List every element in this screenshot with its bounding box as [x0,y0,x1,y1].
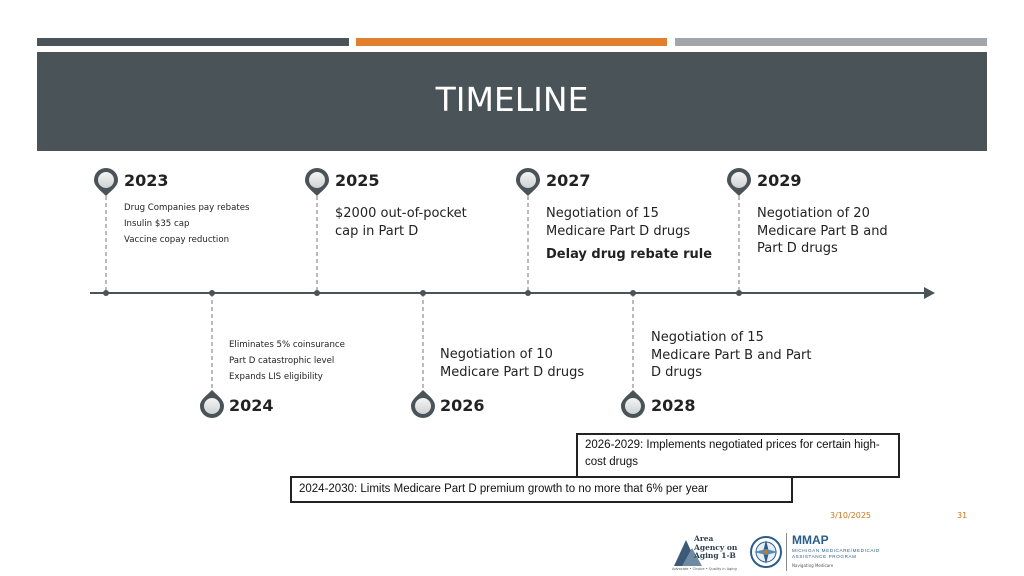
milestone-line: Eliminates 5% coinsurance [229,340,345,350]
mmap-tagline: Navigating Medicare [792,563,834,568]
milestone-year-2026: 2026 [440,396,485,415]
milestone-line: Negotiation of 15 [546,206,659,221]
axis-dot-2029 [736,290,742,296]
pin-icon-2025 [305,168,329,196]
note-premium-growth: 2024-2030: Limits Medicare Part D premium growth to no more that 6% per year [290,476,793,503]
mmap-full-line: MICHIGAN MEDICARE/MEDICAID [792,548,880,553]
note-negotiated-prices: 2026-2029: Implements negotiated prices for certain high-cost drugs [576,433,900,478]
slide-title: TIMELINE [435,80,589,119]
mmap-name: MMAP [792,533,829,547]
milestone-details-2023 [124,200,250,248]
pin-icon-2023 [94,168,118,196]
milestone-line: Negotiation of 10 [440,347,553,362]
pin-icon-2029 [727,168,751,196]
milestone-line: Insulin $35 cap [124,219,190,229]
milestone-line: cap in Part D [335,223,419,239]
axis-dot-2027 [525,290,531,296]
axis-dot-2026 [420,290,426,296]
mmap-full-line: ASSISTANCE PROGRAM [792,554,857,559]
milestone-year-2027: 2027 [546,171,591,190]
milestone-details-2027 [546,205,712,264]
logo-text-line: Area [694,534,714,543]
milestone-line: Part D catastrophic level [229,356,335,366]
footer-date: 3/10/2025 [830,511,872,520]
milestone-line: D drugs [651,365,703,380]
axis-dot-2025 [314,290,320,296]
milestone-year-2029: 2029 [757,171,802,190]
axis-dot-2028 [630,290,636,296]
milestone-year-2024: 2024 [229,396,274,415]
milestone-line: Expands LIS eligibility [229,372,323,382]
milestone-line: Vaccine copay reduction [124,235,230,245]
logo-text-line: Agency on [694,542,738,552]
milestone-line: Negotiation of 20 [757,206,870,221]
logo-tagline: Advocate • Choice • Quality in Aging [672,567,737,571]
milestone-line: Medicare Part B and [757,223,888,239]
footer-page-number: 31 [957,511,968,520]
milestone-line: Drug Companies pay rebates [124,203,250,213]
milestone-details-2029 [757,205,888,258]
timeline-arrowhead [924,287,935,299]
axis-dot-2024 [209,290,215,296]
milestone-line: Medicare Part D drugs [440,364,585,380]
milestone-year-2023: 2023 [124,171,169,190]
milestone-details-2028 [651,329,811,382]
area-agency-logo [672,532,742,574]
milestone-line: Medicare Part B and Part [651,347,812,363]
milestone-bold-line: Delay drug rebate rule [546,247,713,262]
milestone-year-2028: 2028 [651,396,696,415]
mmap-logo [750,532,910,574]
milestone-details-2026 [440,346,584,381]
milestone-details-2024 [229,337,345,385]
milestone-line: $2000 out-of-pocket [335,206,467,221]
milestone-line: Medicare Part D drugs [546,223,691,239]
pin-icon-2028 [621,390,645,418]
milestone-line: Negotiation of 15 [651,330,764,345]
logo-text-line: Aging 1-B [694,551,736,560]
milestone-line: Part D drugs [757,241,838,256]
pin-icon-2026 [411,390,435,418]
milestone-details-2025 [335,205,467,240]
pin-icon-2027 [516,168,540,196]
pin-icon-2024 [200,390,224,418]
compass-icon [750,532,786,574]
milestone-year-2025: 2025 [335,171,380,190]
axis-dot-2023 [103,290,109,296]
